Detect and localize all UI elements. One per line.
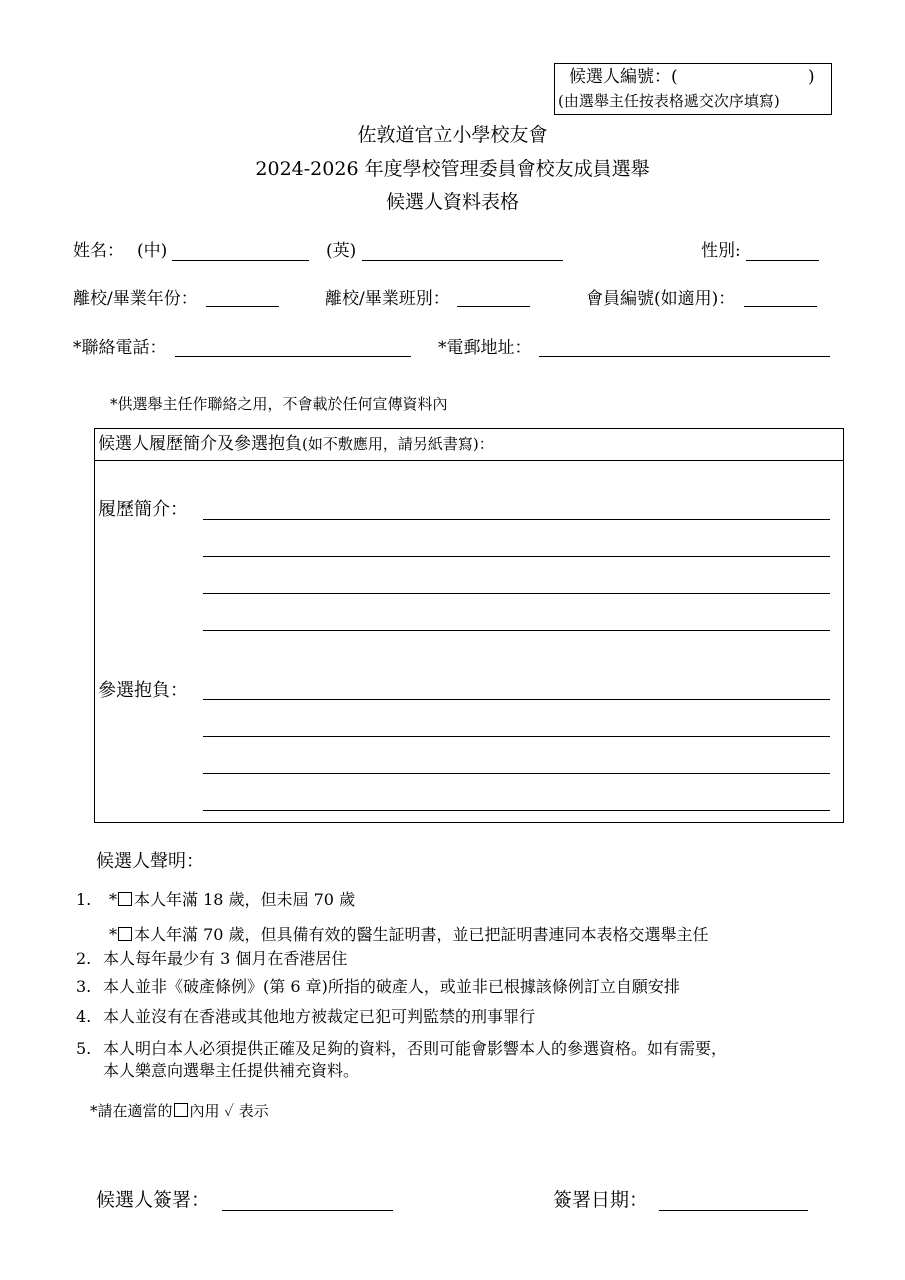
platform-line-2[interactable] [203,736,830,737]
profile-box-heading: 候選人履歷簡介及參選抱負(如不敷應用，請另紙書寫)： [98,434,494,454]
resume-line-3[interactable] [203,593,830,594]
chinese-name-label: (中) [137,241,168,261]
signature-label: 候選人簽署： [96,1189,211,1211]
platform-label: 參選抱負： [98,680,188,701]
member-no-label: 會員編號(如適用)： [586,289,736,309]
declaration-item-1a: * 本人年滿 18 歲，但未屆 70 歲 [109,890,356,909]
checkbox-sample-icon [174,1103,188,1117]
declaration-num-3: 3. [76,977,92,996]
declaration-num-4: 4. [76,1007,92,1026]
grad-class-label: 離校/畢業班別： [325,289,450,309]
member-no-field[interactable] [744,306,817,307]
declaration-num-2: 2. [76,949,92,968]
declaration-item-3: 本人並非《破產條例》(第 6 章)所指的破產人，或並非已根據該條例訂立自願安排 [103,977,680,996]
declaration-item-1b: * 本人年滿 70 歲，但具備有效的醫生証明書，並已把証明書連同本表格交選舉主任 [109,925,709,944]
gender-label: 性別: [701,241,741,261]
declaration-item-5: 本人明白本人必須提供正確及足夠的資料，否則可能會影響本人的參選資格。如有需要， [103,1039,728,1058]
candidate-number-label: 候選人編號：( [569,67,678,87]
resume-label: 履歷簡介： [98,499,188,520]
declaration-item-4: 本人並沒有在香港或其他地方被裁定已犯可判監禁的刑事罪行 [103,1007,536,1026]
form-title: 候選人資料表格 [385,191,519,213]
checkbox-over-70[interactable] [118,927,132,941]
english-name-field[interactable] [362,260,563,261]
gender-field[interactable] [746,260,819,261]
name-label: 姓名： [73,241,124,261]
sign-date-label: 簽署日期： [553,1189,649,1211]
org-title: 佐敦道官立小學校友會 [357,124,548,146]
candidate-number-box [554,63,832,115]
signature-field[interactable] [222,1210,393,1211]
checkbox-under-70[interactable] [118,892,132,906]
profile-box [94,428,844,823]
grad-year-field[interactable] [206,306,279,307]
resume-line-2[interactable] [203,556,830,557]
declaration-num-1: 1. [76,890,92,909]
english-name-label: (英) [326,241,357,261]
candidate-number-close: ) [808,67,815,87]
profile-box-header [95,429,843,461]
platform-line-1[interactable] [203,699,830,700]
contact-note: *供選舉主任作聯絡之用，不會載於任何宣傳資料內 [110,395,448,413]
check-mark-icon: ✓ [224,1102,234,1120]
candidate-number-note: (由選舉主任按表格遞交次序填寫) [558,92,780,110]
grad-class-field[interactable] [457,306,530,307]
email-label: *電郵地址： [438,338,532,358]
phone-field[interactable] [175,356,411,357]
declaration-item-5-cont: 本人樂意向選舉主任提供補充資料。 [103,1061,360,1080]
email-field[interactable] [539,356,830,357]
chinese-name-field[interactable] [172,260,309,261]
platform-line-4[interactable] [203,810,830,811]
grad-year-label: 離校/畢業年份： [73,289,198,309]
tick-note: *請在適當的 內用 ✓ 表示 [90,1102,269,1120]
declaration-num-5: 5. [76,1039,92,1058]
sign-date-field[interactable] [659,1210,808,1211]
election-title: 2024-2026 年度學校管理委員會校友成員選舉 [255,158,650,180]
declaration-title: 候選人聲明： [96,851,204,872]
resume-line-4[interactable] [203,630,830,631]
declaration-item-2: 本人每年最少有 3 個月在香港居住 [103,949,348,968]
resume-line-1[interactable] [203,519,830,520]
phone-label: *聯絡電話： [73,338,167,358]
platform-line-3[interactable] [203,773,830,774]
